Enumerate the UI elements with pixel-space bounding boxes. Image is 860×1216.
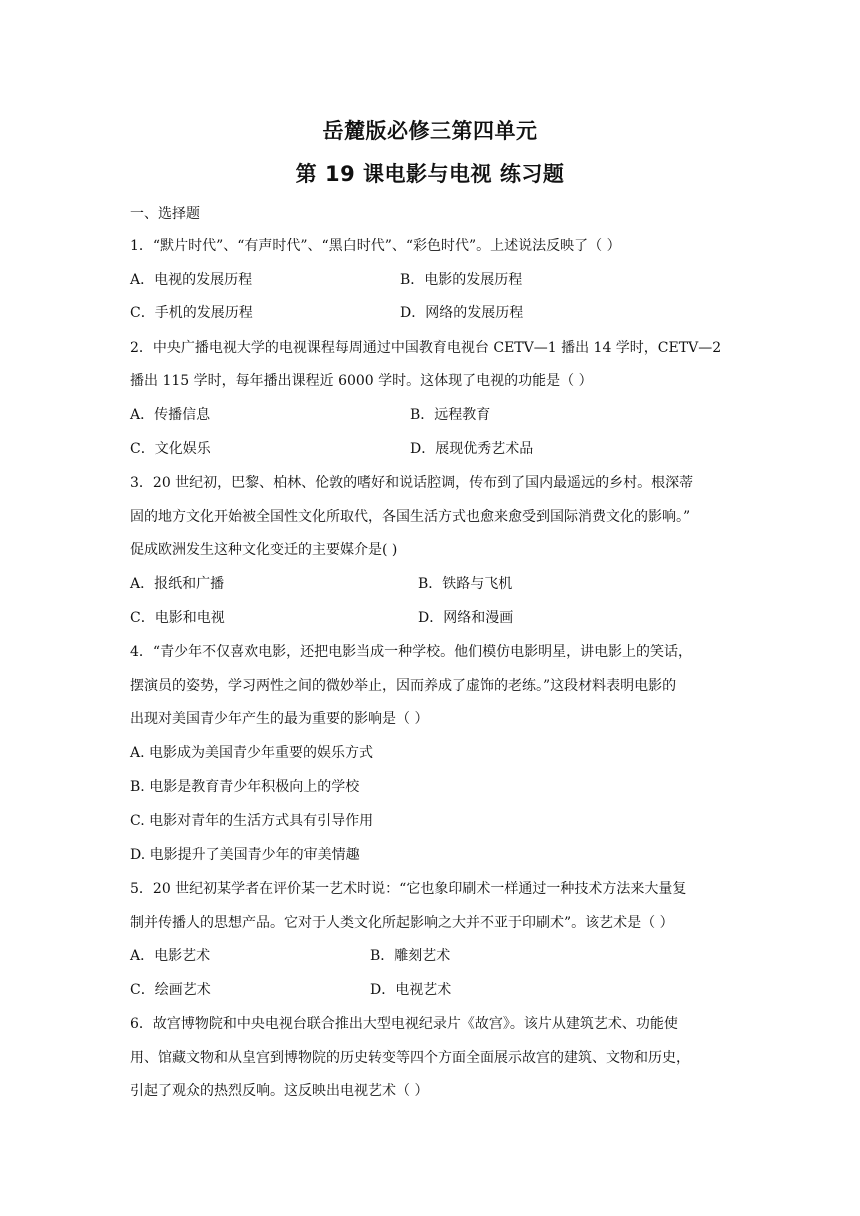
question-5-option-b: B．雕刻艺术 [370, 948, 451, 964]
question-5-option-c: C．绘画艺术 [130, 982, 211, 998]
question-5-option-a: A．电影艺术 [130, 948, 211, 964]
question-3-stem-line3: 促成欧洲发生这种文化变迁的主要媒介是( ) [130, 542, 398, 558]
question-6-stem-line2: 用、馆藏文物和从皇宫到博物院的历史转变等四个方面全面展示故宫的建筑、文物和历史， [130, 1050, 690, 1066]
question-4-option-c: C. 电影对青年的生活方式具有引导作用 [130, 813, 374, 829]
question-1-option-a: A．电视的发展历程 [130, 272, 253, 288]
question-5-option-d: D．电视艺术 [370, 982, 452, 998]
question-3-option-d: D．网络和漫画 [418, 610, 514, 626]
question-2-option-b: B．远程教育 [410, 407, 491, 423]
question-5-stem-line1: 5．20 世纪初某学者在评价某一艺术时说：“它也象印刷术一样通过一种技术方法来大量复 [130, 881, 687, 897]
section-heading: 一、选择题 [130, 206, 200, 222]
question-5-stem-line2: 制并传播人的思想产品。它对于人类文化所起影响之大并不亚于印刷术”。该艺术是（ ） [130, 915, 674, 931]
question-2-stem-line1: 2．中央广播电视大学的电视课程每周通过中国教育电视台 CETV—1 播出 14 学时，CETV—2 [130, 340, 722, 356]
question-2-option-d: D．展现优秀艺术品 [410, 441, 534, 457]
question-3-stem-line1: 3．20 世纪初，巴黎、柏林、伦敦的嗜好和说话腔调，传布到了国内最遥远的乡村。根深蒂 [130, 475, 694, 491]
question-4-option-b: B. 电影是教育青少年积极向上的学校 [130, 779, 360, 795]
question-4-stem-line3: 出现对美国青少年产生的最为重要的影响是（ ） [130, 711, 429, 727]
question-4-stem-line2: 摆演员的姿势，学习两性之间的微妙举止，因而养成了虚饰的老练。”这段材料表明电影的 [130, 678, 677, 694]
question-1-stem: 1．“默片时代”、“有声时代”、“黑白时代”、“彩色时代”。上述说法反映了（ ） [130, 238, 621, 254]
question-1-option-b: B．电影的发展历程 [400, 272, 523, 288]
question-1-option-d: D．网络的发展历程 [400, 305, 524, 321]
question-3-stem-line2: 固的地方文化开始被全国性文化所取代，各国生活方式也愈来愈受到国际消费文化的影响。” [130, 509, 691, 525]
doc-title-line2: 第 19 课电影与电视 练习题 [295, 162, 565, 186]
question-4-stem-line1: 4．“青少年不仅喜欢电影，还把电影当成一种学校。他们模仿电影明星，讲电影上的笑话， [130, 644, 693, 660]
question-3-option-a: A．报纸和广播 [130, 576, 225, 592]
question-3-option-c: C．电影和电视 [130, 610, 225, 626]
question-2-stem-line2: 播出 115 学时，每年播出课程近 6000 学时。这体现了电视的功能是（ ） [130, 373, 593, 389]
doc-title-line1: 岳麓版必修三第四单元 [322, 119, 538, 143]
question-1-option-c: C．手机的发展历程 [130, 305, 253, 321]
question-4-option-d: D. 电影提升了美国青少年的审美情趣 [130, 847, 360, 863]
question-2-option-a: A．传播信息 [130, 407, 211, 423]
question-6-stem-line3: 引起了观众的热烈反响。这反映出电视艺术（ ） [130, 1083, 429, 1099]
question-4-option-a: A. 电影成为美国青少年重要的娱乐方式 [130, 745, 374, 761]
question-2-option-c: C．文化娱乐 [130, 441, 211, 457]
question-3-option-b: B．铁路与飞机 [418, 576, 513, 592]
question-6-stem-line1: 6．故宫博物院和中央电视台联合推出大型电视纪录片《故宫》。该片从建筑艺术、功能使 [130, 1016, 678, 1032]
